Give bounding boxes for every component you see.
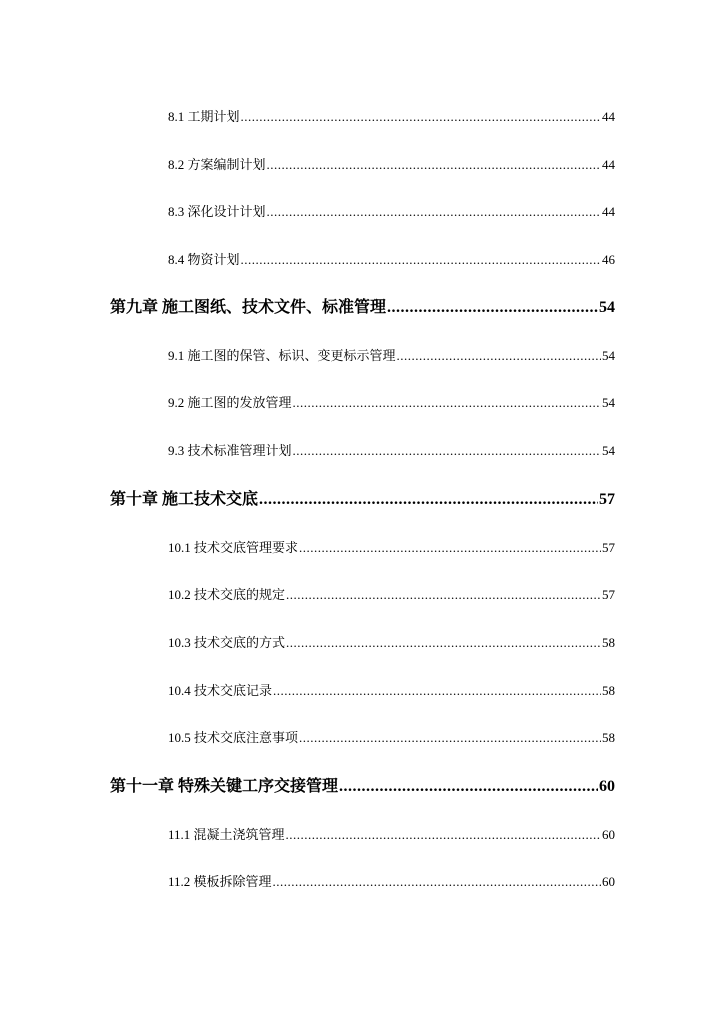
dot-leader [259,491,598,509]
toc-chapter-entry[interactable] [110,486,615,509]
toc-entry-page: 57 [602,587,615,602]
toc-entry[interactable] [168,201,615,220]
toc-entry[interactable] [168,680,615,699]
dot-leader [273,683,601,699]
toc-entry-page: 58 [602,635,615,650]
toc-entry-page: 58 [602,730,615,745]
dot-leader [273,874,601,890]
dot-leader [241,252,601,268]
dot-leader [241,109,601,125]
toc-chapter-entry[interactable] [110,294,615,317]
toc-entry[interactable] [168,154,615,173]
toc-entry-page: 44 [602,204,615,219]
dot-leader [299,730,601,746]
toc-entry-page: 54 [602,395,615,410]
toc-chapter-page: 57 [599,491,615,508]
toc-entry[interactable] [168,632,615,651]
dot-leader [299,540,601,556]
dot-leader [286,635,601,651]
toc-entry-title: 10.4 技术交底记录 [168,683,273,698]
toc-entry-title: 9.3 技术标准管理计划 [168,443,292,458]
toc-entry-title: 9.1 施工图的保管、标识、变更标示管理 [168,348,396,363]
toc-chapter-page: 54 [599,299,615,316]
toc-entry-title: 9.2 施工图的发放管理 [168,395,292,410]
toc-entry[interactable] [168,727,615,746]
dot-leader [267,204,601,220]
toc-chapter-title: 第十章 施工技术交底 [110,491,259,508]
toc-entry[interactable] [168,537,615,556]
toc-entry[interactable] [168,584,615,603]
toc-entry-title: 11.2 模板拆除管理 [168,874,272,889]
dot-leader [387,299,598,317]
toc-entry[interactable] [168,440,615,459]
toc-entry-page: 46 [602,252,615,267]
dot-leader [286,587,601,603]
toc-entry-page: 60 [602,874,615,889]
toc-entry-title: 8.3 深化设计计划 [168,204,266,219]
toc-chapter-page: 60 [599,778,615,795]
toc-entry[interactable] [168,392,615,411]
dot-leader [293,443,601,459]
toc-entry-title: 8.1 工期计划 [168,109,240,124]
toc-entry-page: 44 [602,157,615,172]
toc-chapter-entry[interactable] [110,773,615,796]
toc-entry-title: 10.2 技术交底的规定 [168,587,286,602]
toc-entry-title: 11.1 混凝土浇筑管理 [168,827,285,842]
dot-leader [397,348,601,364]
dot-leader [293,395,601,411]
toc-entry-title: 8.2 方案编制计划 [168,157,266,172]
toc-entry-page: 44 [602,109,615,124]
dot-leader [339,778,598,796]
toc-entry[interactable] [168,871,615,890]
toc-entry-page: 60 [602,827,615,842]
toc-entry-title: 10.5 技术交底注意事项 [168,730,299,745]
toc-entry[interactable] [168,249,615,268]
toc-chapter-title: 第九章 施工图纸、技术文件、标准管理 [110,299,387,316]
toc-entry[interactable] [168,106,615,125]
toc-entry[interactable] [168,345,615,364]
toc-entry-page: 54 [602,348,615,363]
toc-entry-page: 54 [602,443,615,458]
toc-entry-title: 10.3 技术交底的方式 [168,635,286,650]
toc-entry-page: 58 [602,683,615,698]
toc-chapter-title: 第十一章 特殊关键工序交接管理 [110,778,339,795]
toc-entry-title: 8.4 物资计划 [168,252,240,267]
dot-leader [267,157,601,173]
toc-entry-title: 10.1 技术交底管理要求 [168,540,299,555]
toc-entry[interactable] [168,824,615,843]
toc-entry-page: 57 [602,540,615,555]
dot-leader [286,827,601,843]
